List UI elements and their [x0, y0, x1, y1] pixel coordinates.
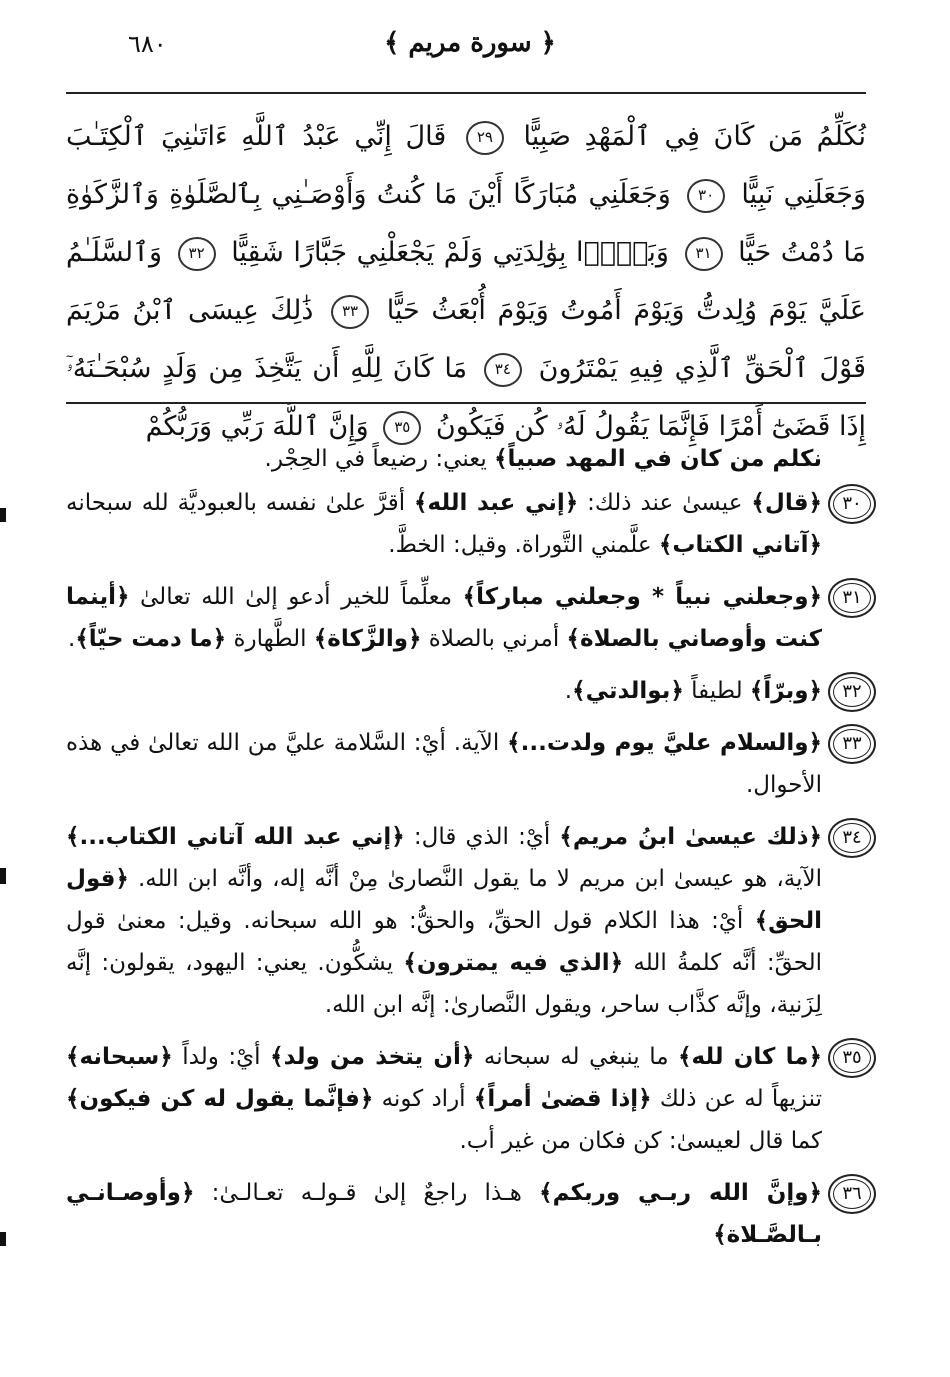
- quoted-verse: ﴿فإنَّما يقول له كن فيكون﴾: [66, 1086, 374, 1112]
- quoted-verse: نكلم من كان في المهد صبياً﴾: [494, 446, 822, 472]
- commentary: أيْ: ولداً: [172, 1044, 271, 1070]
- scan-edge-mark: [0, 1232, 6, 1246]
- quoted-verse: ﴿أن يتخذ من ولد﴾: [270, 1044, 475, 1070]
- commentary: يشكُّون. يعني: اليهود، يقولون: إنَّه لِزَنية، وإنَّه كذَّاب ساحر، ويقول النَّصارىٰ: إنَّه ابن الله.: [66, 950, 822, 1018]
- verse-number-ring: ٣٢: [828, 672, 876, 712]
- commentary: .: [68, 626, 76, 652]
- quoted-verse: ﴿بوالدتي﴾: [572, 678, 684, 704]
- commentary: الآية، هو عيسىٰ ابن مريم لا ما يقول النَّصارىٰ مِنْ أنَّه إله، وأنَّه ابن الله.: [128, 866, 822, 892]
- middle-divider: [66, 402, 866, 404]
- scan-edge-mark: [0, 508, 6, 522]
- commentary: أيْ: الذي قال:: [404, 824, 560, 850]
- quoted-verse: ﴿الذي فيه يمترون﴾: [403, 950, 624, 976]
- commentary: تنزيهاً له عن ذلك: [651, 1086, 822, 1112]
- quoted-verse: ﴿ما دمت حيّاً﴾: [75, 626, 227, 652]
- commentary: معلِّماً للخير أدعو إلىٰ الله تعالىٰ: [129, 584, 463, 610]
- quoted-verse: ﴿قول الحق﴾: [66, 866, 822, 934]
- quoted-verse: ﴿إذا قضىٰ أمراً﴾: [473, 1086, 652, 1112]
- quran-text: وَبَرًّۢا بِوَٰلِدَتِي وَلَمْ يَجْعَلْنِي جَبَّارًا شَقِيًّا: [231, 237, 669, 268]
- verse-number-marker: ٣٤: [484, 353, 522, 387]
- quoted-verse: ﴿سبحانه﴾: [66, 1044, 173, 1070]
- quran-text: قَالَ إِنِّي عَبْدُ ٱللَّهِ ءَاتَىٰنِيَ ٱلْكِتَـٰبَ وَجَعَلَنِي نَبِيًّا: [66, 121, 867, 210]
- verse-number-ring: ٣٤: [828, 818, 876, 858]
- verse-number-marker: ٣٠: [687, 179, 725, 213]
- commentary: لطيفاً: [683, 678, 750, 704]
- quoted-verse: ﴿ذلك عيسىٰ ابنُ مريم﴾: [559, 824, 822, 850]
- quoted-verse: ﴿قال﴾: [751, 490, 822, 516]
- commentary: الطَّهارة: [226, 626, 314, 652]
- verse-number-marker: ٣٥: [383, 411, 421, 445]
- quran-text: مَا كَانَ لِلَّهِ أَن يَتَّخِذَ مِن وَلَدٍ سُبْحَـٰنَهُۥٓ إِذَا قَضَىٰٓ أَمْرًا فَإِنَّمَا يَقُولُ لَهُۥ كُن فَيَكُونُ: [66, 353, 866, 442]
- quoted-verse: ﴿إني عبد الله آتاني الكتاب...﴾: [66, 824, 405, 850]
- verse-number-ring: ٣١: [828, 578, 876, 618]
- quran-text: نُكَلِّمُ مَن كَانَ فِي ٱلْمَهْدِ صَبِيًّا: [523, 121, 866, 152]
- page-number: ٦٨٠: [128, 30, 167, 58]
- quoted-verse: ﴿والزَّكاة﴾: [313, 626, 422, 652]
- tafsir-entry-34: [66, 816, 878, 1026]
- commentary: يعني: رضيعاً في الحِجْر.: [264, 446, 495, 472]
- tafsir-entry-35: [66, 1036, 878, 1162]
- commentary: أراد كونه: [373, 1086, 474, 1112]
- verse-number-marker: ٣٣: [331, 295, 369, 329]
- tafsir-entry-32: [66, 670, 878, 712]
- commentary: .: [564, 678, 573, 704]
- commentary: علَّمني التَّوراة. وقيل: الخطَّ.: [388, 532, 659, 558]
- verse-number-marker: ٢٩: [466, 121, 504, 155]
- quoted-verse: ﴿وإنَّ الله ربـي وربكم﴾: [539, 1180, 822, 1206]
- scan-edge-mark: [0, 868, 6, 884]
- tafsir-entry-29: [66, 438, 878, 480]
- quran-text: ذَٰلِكَ عِيسَى ٱبْنُ مَرْيَمَ قَوْلَ ٱلْحَقِّ ٱلَّذِي فِيهِ يَمْتَرُونَ: [66, 295, 866, 384]
- commentary: أقرَّ علىٰ نفسه بالعبوديَّة لله سبحانه: [66, 490, 415, 516]
- quran-text: وَإِنَّ ٱللَّهَ رَبِّي وَرَبُّكُمْ: [145, 411, 369, 442]
- commentary: أمرني بالصلاة: [421, 626, 567, 652]
- verse-number-ring: ٣٠: [828, 484, 876, 524]
- tafsir-block: [66, 438, 878, 1266]
- tafsir-entry-33: [66, 722, 878, 806]
- commentary: ما ينبغي له سبحانه: [474, 1044, 679, 1070]
- tafsir-entry-36: [66, 1172, 878, 1256]
- commentary: كما قال لعيسىٰ: كن فكان من غير أب.: [459, 1128, 822, 1154]
- surah-title: ﴿ سورة مريم ﴾: [384, 28, 556, 58]
- verse-number-ring: ٣٦: [828, 1174, 876, 1214]
- quoted-verse: ﴿وجعلني نبياً * وجعلني مباركاً﴾: [462, 584, 822, 610]
- quoted-verse: ﴿أينما كنت وأوصاني بالصلاة﴾: [66, 584, 822, 652]
- commentary: الآية. أيْ: السَّلامة عليَّ من الله تعالىٰ في هذه الأحوال.: [66, 730, 822, 798]
- quoted-verse: ﴿ما كان لله﴾: [678, 1044, 822, 1070]
- verse-number-marker: ٣١: [685, 237, 723, 271]
- commentary: أيْ: هذا الكلام قول الحقِّ، والحقُّ: هو الله سبحانه. وقيل: معنىٰ قول الحقِّ: أنَّه كلمةُ الله: [66, 908, 822, 976]
- top-divider: [66, 92, 866, 94]
- commentary: هـذا راجعٌ إلىٰ قـولـه تعـالـىٰ:: [194, 1180, 540, 1206]
- quoted-verse: ﴿وبرّاً﴾: [749, 678, 822, 704]
- quoted-verse: ﴿وأوصـانـي بـالصَّـلاة﴾: [66, 1180, 822, 1248]
- commentary: عيسىٰ عند ذلك:: [578, 490, 752, 516]
- quran-text: وَٱلسَّلَـٰمُ عَلَيَّ يَوْمَ وُلِدتُّ وَيَوْمَ أَمُوتُ وَيَوْمَ أُبْعَثُ حَيًّا: [66, 237, 866, 326]
- verse-number-ring: ٣٥: [828, 1038, 876, 1078]
- quoted-verse: ﴿آتاني الكتاب﴾: [658, 532, 822, 558]
- verse-number-ring: ٣٣: [828, 724, 876, 764]
- quran-text: وَجَعَلَنِي مُبَارَكًا أَيْنَ مَا كُنتُ وَأَوْصَـٰنِي بِٱلصَّلَوٰةِ وَٱلزَّكَوٰةِ مَا دُمْتُ حَيًّا: [66, 179, 867, 268]
- tafsir-entry-31: [66, 576, 878, 660]
- verse-number-marker: ٣٢: [178, 237, 216, 271]
- tafsir-entry-30: [66, 482, 878, 566]
- quoted-verse: ﴿إني عبد الله﴾: [414, 490, 579, 516]
- quoted-verse: ﴿والسلام عليَّ يوم ولدت...﴾: [507, 730, 823, 756]
